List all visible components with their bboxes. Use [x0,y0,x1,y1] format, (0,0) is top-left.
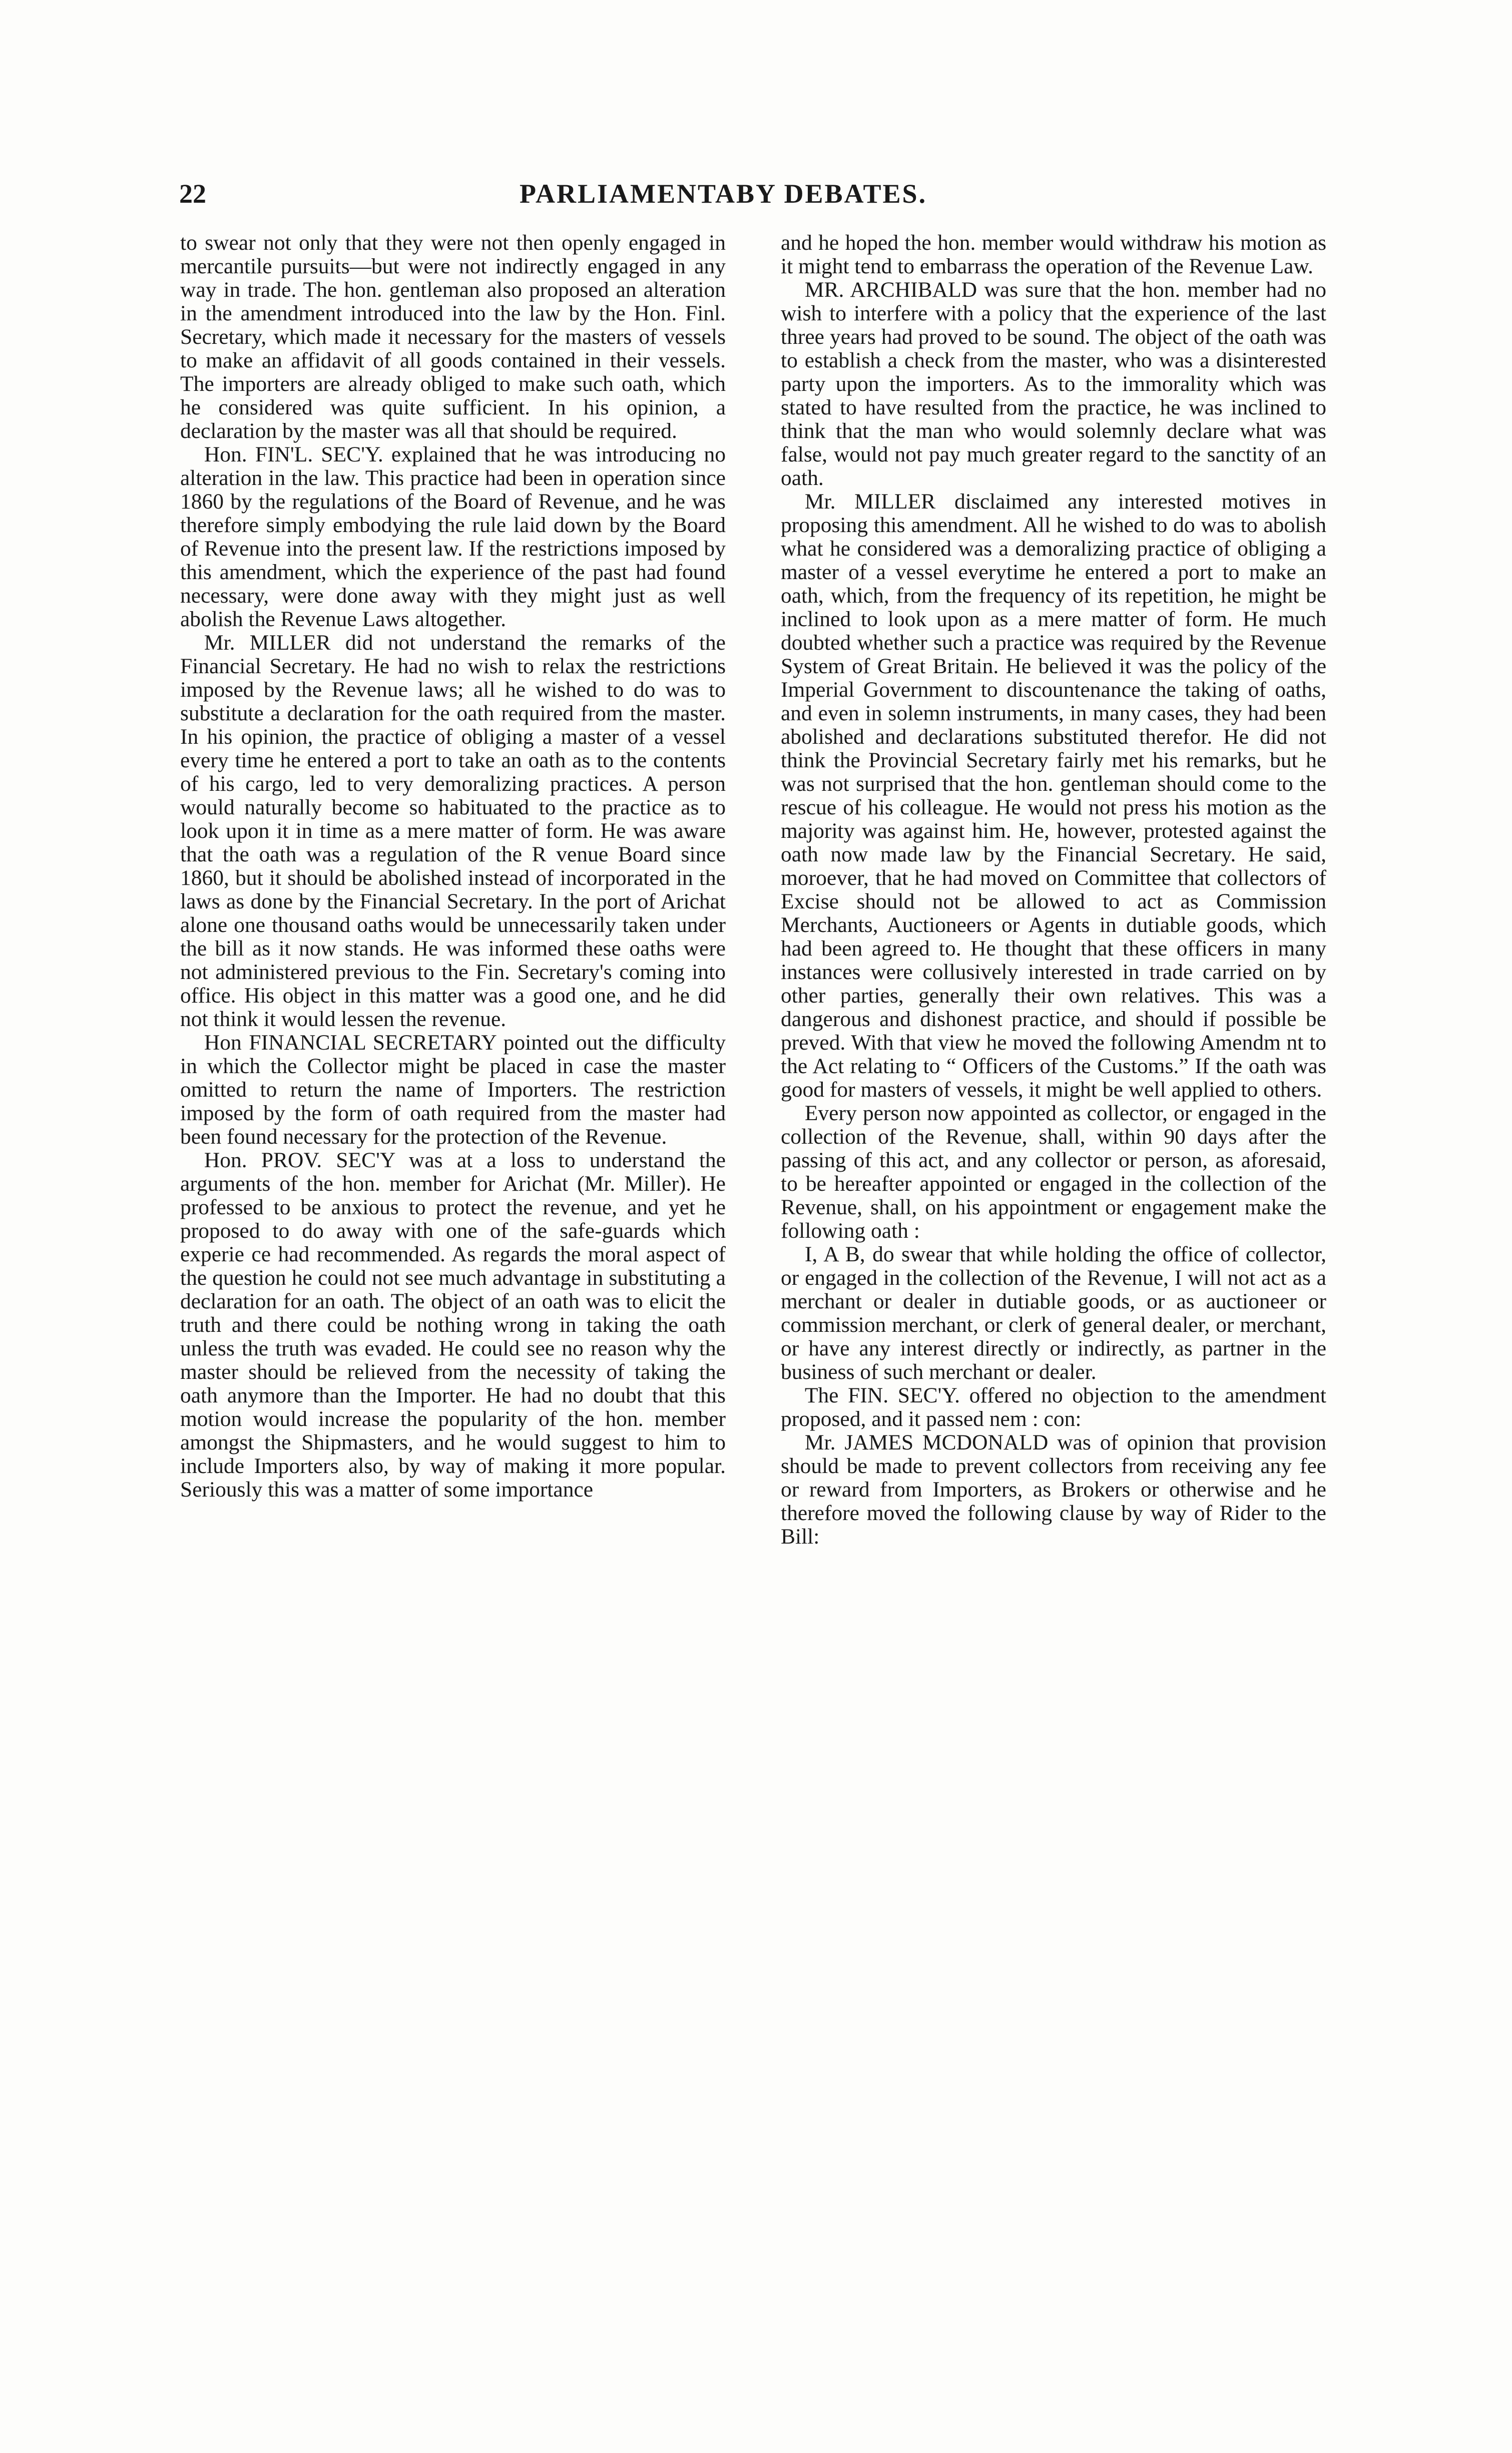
page-number: 22 [179,179,206,209]
paragraph-continuation: and he hoped the hon. member would withdraw his motion as it might tend to embarrass the operation of the Revenue Law. [781,231,1326,278]
paragraph-amendment-text: Every person now appointed as collector, or engaged in the collection of the Revenue, shall, within 90 days after the passing of this act, and any collector or person, as aforesaid, to be hereafter appointed or engaged in the collection of the Revenue, shall, on his appointment or engagement make the following oath : [781,1101,1326,1243]
running-title: PARLIAMENTABY DEBATES. [520,179,927,209]
paragraph-miller-disclaimed: Mr. MILLER disclaimed any interested motives in proposing this amendment. All he wished to do was to abolish what he considered was a demoralizing practice of obliging a master of a vessel everytime he entered a port to make an oath, which, from the frequency of its repetition, he might be inclined to look upon as a mere matter of form. He much doubted whether such a practice was required by the Revenue System of Great Britain. He believed it was the policy of the Imperial Government to discountenance the taking of oaths, and even in solemn instruments, in many cases, they had been abolished and declarations substituted therefor. He did not think the Provincial Secretary fairly met his remarks, but he was not surprised that the hon. gentleman should come to the rescue of his colleague. He would not press his motion as the majority was against him. He, however, protested against the oath now made law by the Financial Secretary. He said, moroever, that he had moved on Committee that collectors of Excise should not be allowed to act as Commission Merchants, Auctioneers or Agents in dutiable goods, which had been agreed to. He thought that these officers in many instances were collusively interested in trade carried on by other parties, generally their own relatives. This was a dangerous and dishonest practice, and should if possible be preved. With that view he moved the following Amendm nt to the Act relating to “ Officers of the Customs.” If the oath was good for masters of vessels, it might be well applied to others. [781,489,1326,1102]
paragraph-continuation: to swear not only that they were not then openly engaged in mercantile pursuits—but were not indirectly engaged in any way in trade. The hon. gentleman also proposed an alteration in the amendment introduced into the law by the Hon. Finl. Secretary, which made it necessary for the masters of vessels to make an affidavit of all goods contained in their vessels. The importers are already obliged to make such oath, which he considered was quite sufficient. In his opinion, a declaration by the master was all that should be required. [180,231,726,443]
paragraph-prov-secy: Hon. PROV. SEC'Y was at a loss to understand the arguments of the hon. member for Arichat (Mr. Miller). He professed to be anxious to protect the revenue, and yet he proposed to do away with one of the safe-guards which experie ce had recommended. As regards the moral aspect of the question he could not see much advantage in substituting a declaration for an oath. The object of an oath was to elicit the truth and there could be nothing wrong in taking the oath unless the truth was evaded. He could see no reason why the master should be relieved from the necessity of taking the oath anymore than the Importer. He had no doubt that this motion would increase the popularity of the hon. member amongst the Shipmasters, and he would suggest to him to include Importers also, by way of making it more popular. Seriously this was a matter of some importance [180,1148,726,1502]
paragraph-archibald: MR. ARCHIBALD was sure that the hon. member had no wish to interfere with a policy that the experience of the last three years had proved to be sound. The object of the oath was to establish a check from the master, who was a disinterested party upon the importers. As to the immorality which was stated to have resulted from the practice, he was inclined to think that the man who would solemnly declare what was false, would not pay much greater regard to the sanctity of an oath. [781,278,1326,490]
paragraph-miller-remarks: Mr. MILLER did not understand the remarks of the Financial Secretary. He had no wish to relax the restrictions imposed by the Revenue laws; all he wished to do was to substitute a declaration for the oath required from the master. In his opinion, the practice of obliging a master of a vessel every time he entered a port to take an oath as to the contents of his cargo, led to very demoralizing practices. A person would naturally become so habituated to the practice as to look upon it in time as a mere matter of form. He was aware that the oath was a regulation of the R venue Board since 1860, but it should be abolished instead of incorporated in the laws as done by the Financial Secretary. In the port of Arichat alone one thousand oaths would be unnecessarily taken under the bill as it now stands. He was informed these oaths were not administered previous to the Fin. Secretary's coming into office. His object in this matter was a good one, and he did not think it would lessen the revenue. [180,631,726,1031]
page-header [179,178,1330,223]
paragraph-fin-secy-difficulty: Hon FINANCIAL SECRETARY pointed out the difficulty in which the Collector might be placed in case the master omitted to return the name of Importers. The restriction imposed by the form of oath required from the master had been found necessary for the protection of the Revenue. [180,1031,726,1149]
left-column [180,231,726,2258]
paragraph-fin-secy-no-objection: The FIN. SEC'Y. offered no objection to the amendment proposed, and it passed nem : con: [781,1383,1326,1431]
paragraph-mcdonald: Mr. JAMES MCDONALD was of opinion that provision should be made to prevent collectors from receiving any fee or reward from Importers, as Brokers or otherwise and he therefore moved the following clause by way of Rider to the Bill: [781,1430,1326,1549]
paragraph-oath-text: I, A B, do swear that while holding the office of collector, or engaged in the collection of the Revenue, I will not act as a merchant or dealer in dutiable goods, or as auctioneer or commission merchant, or clerk of general dealer, or merchant, or have any interest directly or indirectly, as partner in the business of such merchant or dealer. [781,1242,1326,1384]
right-column [781,231,1326,2258]
paragraph-fin-secy-explained: Hon. FIN'L. SEC'Y. explained that he was introducing no alteration in the law. This practice had been in operation since 1860 by the regulations of the Board of Revenue, and he was therefore simply embodying the rule laid down by the Board of Revenue into the present law. If the restrictions imposed by this amendment, which the experience of the past had found necessary, were done away with they might just as well abolish the Revenue Laws altogether. [180,442,726,631]
